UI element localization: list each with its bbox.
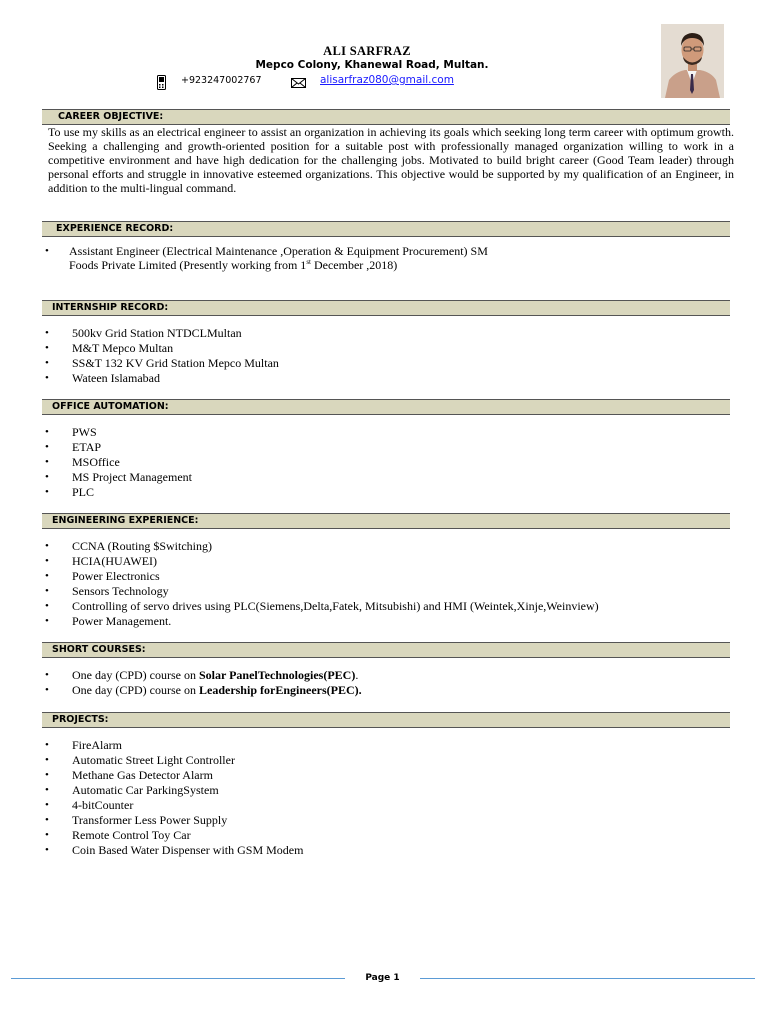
list-item: • CCNA (Routing $Switching) (45, 539, 599, 554)
list-item: • Sensors Technology (45, 584, 599, 599)
short-courses-list (45, 668, 362, 698)
list-item: • Methane Gas Detector Alarm (45, 768, 303, 783)
candidate-name: ALI SARFRAZ (323, 44, 411, 58)
list-item (45, 683, 362, 698)
list-item: • MS Project Management (45, 470, 192, 485)
list-item: • MSOffice (45, 455, 192, 470)
envelope-icon (291, 78, 306, 88)
list-item: • Power Management. (45, 614, 599, 629)
section-title: PROJECTS: (52, 714, 109, 725)
list-item: • Automatic Car ParkingSystem (45, 783, 303, 798)
course-prefix: One day (CPD) course on (72, 668, 199, 682)
section-title: CAREER OBJECTIVE: (58, 111, 164, 122)
section-header-career-objective (42, 109, 730, 125)
projects-list (45, 738, 303, 858)
list-item: • Transformer Less Power Supply (45, 813, 303, 828)
section-header-internship (42, 300, 730, 316)
section-title: OFFICE AUTOMATION: (52, 401, 169, 412)
page-number: Page 1 (365, 973, 400, 983)
list-item: • Power Electronics (45, 569, 599, 584)
section-title: ENGINEERING EXPERIENCE: (52, 515, 199, 526)
office-automation-list (45, 425, 192, 500)
internship-list (45, 326, 279, 386)
course-title: Leadership forEngineers(PEC). (198, 683, 362, 697)
career-objective-text: To use my skills as an electrical engineer to assist an organization in achieving its goals which seeking long term career with optimum growth. Seeking a challenging and growth-oriented position for a suitable post with professionally managed organization willing to work in a competitive environment and have high dedication for the challenging jobs. Motivated to build bright career (Good Team leader) through personal efforts and struggle in innovative esteemed organizations. This objective would be supported by my qualification of an Engineer, in addition to the multi-lingual command. (48, 125, 734, 195)
list-item: • Automatic Street Light Controller (45, 753, 303, 768)
experience-sup: st (306, 258, 311, 266)
list-item: • Wateen Islamabad (45, 371, 279, 386)
list-item: • 4-bitCounter (45, 798, 303, 813)
phone-number: +923247002767 (181, 75, 262, 86)
list-item: • PLC (45, 485, 192, 500)
section-header-short-courses (42, 642, 730, 658)
list-item: • 500kv Grid Station NTDCLMultan (45, 326, 279, 341)
section-header-engineering-experience (42, 513, 730, 529)
course-title: Solar PanelTechnologies(PEC) (198, 668, 356, 682)
email-link[interactable]: alisarfraz080@gmail.com (320, 74, 454, 86)
list-item: • Controlling of servo drives using PLC(Siemens,Delta,Fatek, Mitsubishi) and HMI (Weintek,Xinje,Weinview) (45, 599, 599, 614)
mobile-phone-icon (157, 75, 166, 90)
experience-text-end: December ,2018) (310, 258, 398, 272)
address: Mepco Colony, Khanewal Road, Multan. (255, 59, 489, 71)
list-item: • HCIA(HUAWEI) (45, 554, 599, 569)
section-header-experience (42, 221, 730, 237)
section-header-office-automation (42, 399, 730, 415)
section-title: INTERNSHIP RECORD: (52, 302, 169, 313)
profile-photo (661, 24, 724, 98)
course-suffix: . (355, 668, 359, 682)
course-prefix: One day (CPD) course on (72, 683, 199, 697)
section-header-projects (42, 712, 730, 728)
section-title: EXPERIENCE RECORD: (56, 223, 174, 234)
list-item: • Remote Control Toy Car (45, 828, 303, 843)
experience-item: • Assistant Engineer (Electrical Maintenance ,Operation & Equipment Procurement) SM Foods Private Limited (Presently working from 1st December ,2018) (45, 244, 488, 272)
list-item (45, 668, 362, 683)
footer-divider-left (11, 978, 345, 979)
list-item: • ETAP (45, 440, 192, 455)
list-item: • FireAlarm (45, 738, 303, 753)
list-item: • SS&T 132 KV Grid Station Mepco Multan (45, 356, 279, 371)
section-title: SHORT COURSES: (52, 644, 146, 655)
list-item: • Coin Based Water Dispenser with GSM Modem (45, 843, 303, 858)
experience-text: Assistant Engineer (Electrical Maintenance ,Operation & Equipment Procurement) SM Foods Private Limited (Presently working from 1 (69, 244, 488, 272)
footer-divider-right (420, 978, 755, 979)
list-item: • M&T Mepco Multan (45, 341, 279, 356)
engineering-experience-list (45, 539, 599, 629)
list-item: • PWS (45, 425, 192, 440)
